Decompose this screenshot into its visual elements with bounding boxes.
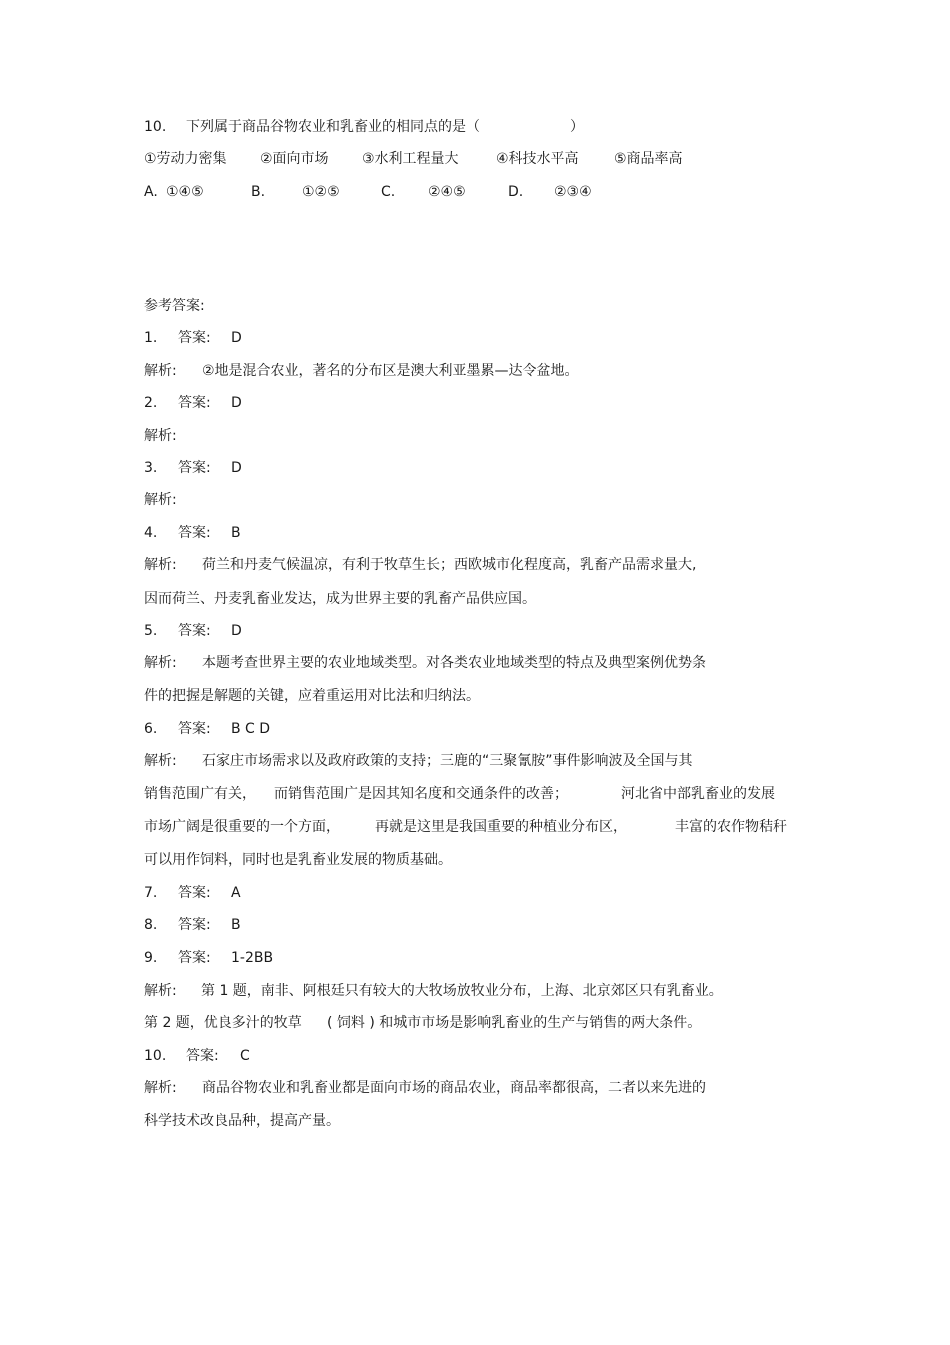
question-stem: 下列属于商品谷物农业和乳畜业的相同点的是（	[186, 119, 480, 135]
analysis-text: 因而荷兰、丹麦乳畜业发达，成为世界主要的乳畜产品供应国。	[144, 591, 536, 607]
analysis-text: 荷兰和丹麦气候温凉，有利于牧草生长；西欧城市化程度高，乳畜产品需求量大,	[202, 557, 697, 573]
answer-number: 8.	[144, 917, 158, 933]
answer-number: 9.	[144, 950, 158, 966]
analysis-text: 河北省中部乳畜业的发展	[621, 786, 775, 802]
answer-label: 答案:	[178, 460, 211, 476]
answer-value: B	[231, 525, 241, 541]
answer-label: 答案:	[178, 395, 211, 411]
analysis-text: 再就是这里是我国重要的种植业分布区，	[375, 819, 627, 835]
answer-value: D	[231, 395, 242, 411]
analysis-text: 而销售范围广是因其知名度和交通条件的改善；	[274, 786, 568, 802]
analysis-text: 第 1 题，南非、阿根廷只有较大的大牧场放牧业分布，上海、北京郊区只有乳畜业。	[201, 983, 723, 999]
statement-5: ⑤商品率高	[614, 151, 683, 167]
analysis-text: 第 2 题，优良多汁的牧草	[144, 1015, 302, 1031]
answer-number: 6.	[144, 721, 158, 737]
analysis-text: ②地是混合农业，著名的分布区是澳大利亚墨累—达令盆地。	[202, 363, 579, 379]
choice-a-value: ①④⑤	[166, 184, 204, 200]
answer-value: B C D	[231, 721, 271, 737]
answer-value: 1-2BB	[231, 950, 274, 966]
analysis-label: 解析:	[144, 753, 177, 769]
answer-value: D	[231, 460, 242, 476]
answer-number: 2.	[144, 395, 158, 411]
choice-b-value: ①②⑤	[302, 184, 340, 200]
analysis-text: 科学技术改良品种，提高产量。	[144, 1113, 340, 1129]
answer-value: A	[231, 885, 241, 901]
analysis-label: 解析:	[144, 557, 177, 573]
answer-number: 3.	[144, 460, 158, 476]
analysis-label: 解析:	[144, 492, 177, 508]
answer-label: 答案:	[178, 330, 211, 346]
choice-c-value: ②④⑤	[428, 184, 466, 200]
analysis-text: 商品谷物农业和乳畜业都是面向市场的商品农业，商品率都很高，二者以来先进的	[202, 1080, 706, 1096]
answer-label: 答案:	[178, 885, 211, 901]
analysis-label: 解析:	[144, 655, 177, 671]
question-number: 10.	[144, 119, 167, 135]
answer-number: 7.	[144, 885, 158, 901]
statement-4: ④科技水平高	[496, 151, 579, 167]
answer-value: B	[231, 917, 241, 933]
analysis-text: 石家庄市场需求以及政府政策的支持；三鹿的“三聚氰胺”事件影响波及全国与其	[202, 753, 693, 769]
analysis-label: 解析:	[144, 363, 177, 379]
answer-number: 10.	[144, 1048, 167, 1064]
answer-label: 答案:	[186, 1048, 219, 1064]
analysis-label: 解析:	[144, 983, 177, 999]
analysis-text: 可以用作饲料，同时也是乳畜业发展的物质基础。	[144, 852, 452, 868]
answer-value: D	[231, 330, 242, 346]
choice-b-letter: B.	[251, 184, 266, 200]
analysis-text: 丰富的农作物秸秆	[675, 819, 787, 835]
question-stem-close: ）	[570, 119, 584, 135]
analysis-label: 解析:	[144, 1080, 177, 1096]
answer-number: 1.	[144, 330, 158, 346]
answer-number: 5.	[144, 623, 158, 639]
answer-number: 4.	[144, 525, 158, 541]
answers-heading-text: 参考答案:	[144, 298, 205, 314]
analysis-text: ( 饲料 ) 和城市市场是影响乳畜业的生产与销售的两大条件。	[327, 1015, 702, 1031]
answer-label: 答案:	[178, 525, 211, 541]
analysis-text: 销售范围广有关，	[144, 786, 256, 802]
answer-value: D	[231, 623, 242, 639]
statement-1: ①劳动力密集	[144, 151, 227, 167]
answer-label: 答案:	[178, 623, 211, 639]
statement-2: ②面向市场	[260, 151, 329, 167]
analysis-label: 解析:	[144, 428, 177, 444]
answer-label: 答案:	[178, 721, 211, 737]
choice-a-letter: A.	[144, 184, 158, 200]
answer-value: C	[240, 1048, 250, 1064]
choice-d-value: ②③④	[554, 184, 592, 200]
analysis-text: 市场广阔是很重要的一个方面，	[144, 819, 340, 835]
choice-c-letter: C.	[381, 184, 396, 200]
answer-label: 答案:	[178, 917, 211, 933]
choice-d-letter: D.	[508, 184, 524, 200]
analysis-text: 本题考查世界主要的农业地域类型。对各类农业地域类型的特点及典型案例优势条	[202, 655, 706, 671]
analysis-text: 件的把握是解题的关键，应着重运用对比法和归纳法。	[144, 688, 480, 704]
answer-label: 答案:	[178, 950, 211, 966]
statement-3: ③水利工程量大	[362, 151, 459, 167]
